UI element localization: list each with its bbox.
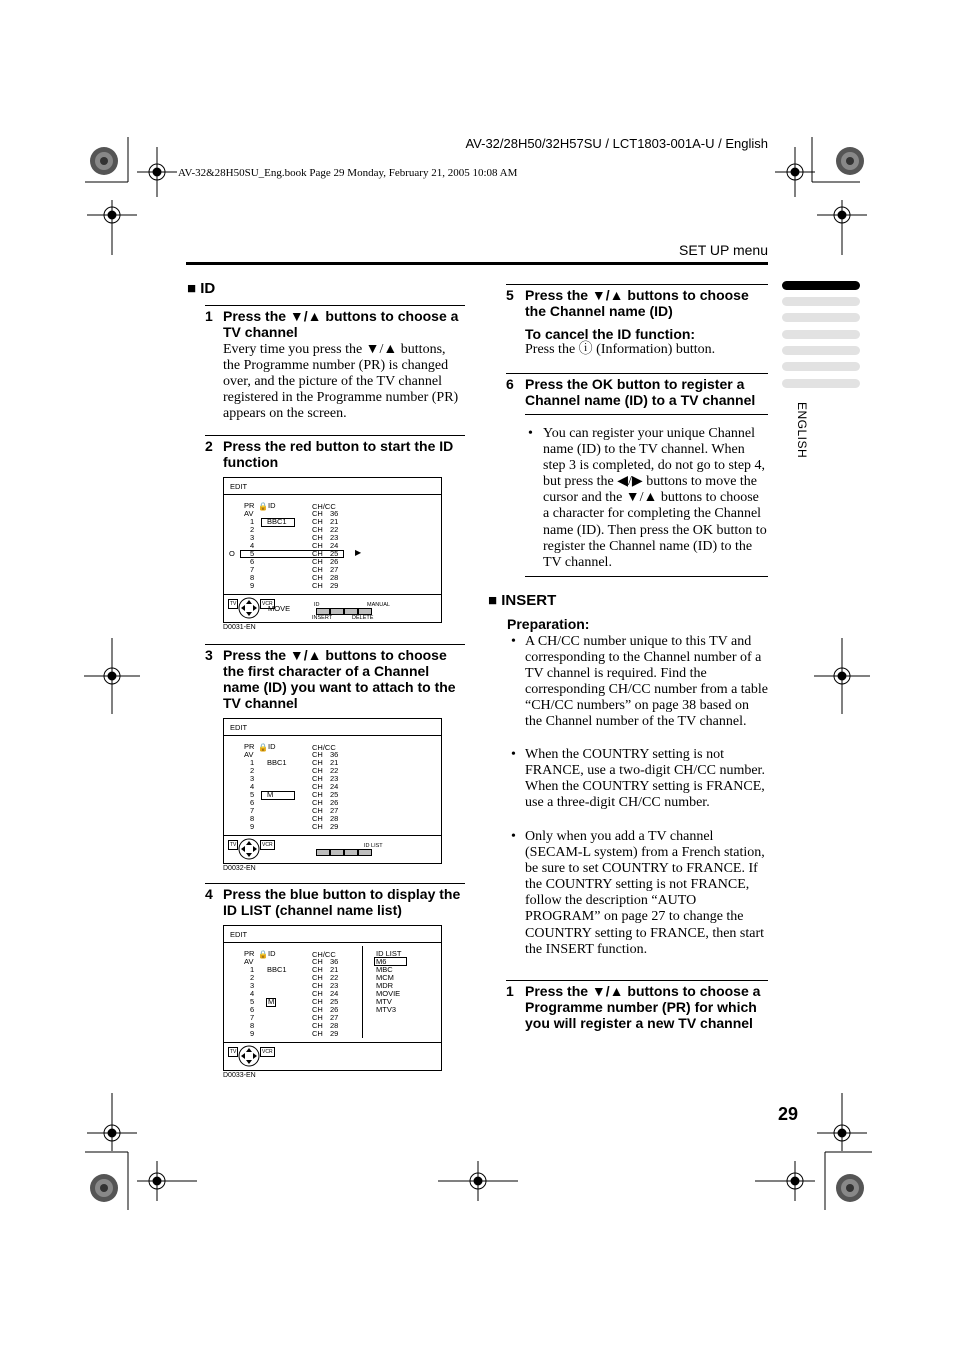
step-title: Press the ▼/▲ buttons to choose a TV channel <box>223 308 459 340</box>
step6-bullet: You can register your unique Channel name (ID) to the TV channel. When step 3 is completed, do not go to step 4, but press the ◀/▶ buttons to move the cursor and the ▼/▲ buttons to choose a character for completing the Channel name (ID). Then press the OK button to register the Channel name (ID) to the TV channel. <box>543 426 767 570</box>
dpad-icon <box>236 1045 262 1067</box>
figure-code: D0033-EN <box>223 1072 256 1079</box>
manual-label: MANUAL <box>367 602 390 608</box>
book-info: AV-32&28H50SU_Eng.book Page 29 Monday, February 21, 2005 10:08 AM <box>178 167 518 179</box>
page-number: 29 <box>777 1104 798 1124</box>
step-title: Press the blue button to display the ID LIST (channel name list) <box>223 886 461 918</box>
green-button <box>330 849 344 856</box>
blue-button <box>358 849 372 856</box>
divider <box>525 576 768 577</box>
green-button <box>330 608 344 615</box>
pr-number-list: 1 2 3 4 5 6 7 8 9 <box>250 517 255 590</box>
cancel-title: To cancel the ID function: <box>525 326 696 342</box>
side-tab <box>782 297 860 306</box>
dpad-icon <box>236 597 262 619</box>
bullet-dot: • <box>511 634 516 649</box>
av-label: AV <box>244 750 254 759</box>
edit-label: EDIT <box>230 723 248 732</box>
yellow-button <box>344 849 358 856</box>
insert-bullet: A CH/CC number unique to this TV and corresponding to the Channel number of a TV channel is required. Find the corresponding CH/CC number from a table “CH/CC numbers” on page 38 based on the Channel number of the TV channel. <box>525 634 769 730</box>
id-list-button-label: ID LIST <box>364 843 383 849</box>
model-line: AV-32/28H50/32H57SU / LCT1803-001A-U / English <box>465 136 768 151</box>
edit-label: EDIT <box>230 482 248 491</box>
chcc-label: CH/CC <box>312 950 336 959</box>
step-number: 5 <box>506 287 514 303</box>
section-title: SET UP menu <box>679 242 768 258</box>
pr-label: PR <box>244 949 255 958</box>
divider <box>506 284 768 285</box>
tv-screen-edit-3 <box>223 925 442 1071</box>
av-label: AV <box>244 957 254 966</box>
side-tab-label: ENGLISH <box>795 402 809 459</box>
insert-bullet: Only when you add a TV channel (SECAM-L system) from a French station, be sure to set COUNTRY to FRANCE. If the COUNTRY setting is not FRANCE, follow the description “AUTO PROGRAM” on page 27 to change the COUNTRY setting to FRANCE, then start the INSERT function. <box>525 829 765 957</box>
step-title: Press the ▼/▲ buttons to choose the Channel name (ID) <box>525 287 749 319</box>
av-label: AV <box>244 509 254 518</box>
side-tab-active <box>782 281 860 290</box>
divider <box>506 980 768 981</box>
cancel-body: Press the ⓘ (Information) button. <box>525 342 716 357</box>
insert-heading: ■ INSERT <box>488 592 557 609</box>
side-tab <box>782 313 860 322</box>
step-title: Press the red button to start the ID function <box>223 438 454 470</box>
pr-number-list: 1 2 3 4 5 6 7 8 9 <box>250 758 255 831</box>
vcr-badge: VCR <box>262 842 273 848</box>
lock-icon: 🔒 <box>258 502 268 511</box>
pr-label: PR <box>244 501 255 510</box>
side-tab <box>782 330 860 339</box>
ch-list: CH CH CH CH CH CH CH CH CH CH <box>312 509 323 590</box>
ch-number-list: 36 21 22 23 24 25 26 27 28 29 <box>330 509 339 590</box>
dpad-icon <box>236 838 262 860</box>
side-tab <box>782 379 860 388</box>
figure-code: D0032-EN <box>223 865 256 872</box>
bullet-dot: • <box>511 829 516 844</box>
id-char: M <box>268 997 275 1006</box>
step-number: 6 <box>506 376 514 392</box>
bullet-dot: • <box>528 426 533 441</box>
step-body: Every time you press the ▼/▲ buttons, the Programme number (PR) is changed over, and the picture of the TV channel registered in the Programme number (PR) appears on the screen. <box>223 342 459 422</box>
step-number: 3 <box>205 647 213 663</box>
right-arrow-icon: ▶ <box>355 548 362 557</box>
figure-code: D0031-EN <box>223 624 256 631</box>
divider <box>205 305 465 306</box>
preparation-title: Preparation: <box>507 616 590 632</box>
tv-badge: TV <box>230 842 237 848</box>
move-label: MOVE <box>268 604 291 613</box>
step-number: 1 <box>205 308 213 324</box>
ch-number-list: 36 21 22 23 24 25 26 27 28 29 <box>330 750 339 831</box>
tv-badge: TV <box>230 1049 237 1055</box>
divider <box>205 883 465 884</box>
side-tab <box>782 346 860 355</box>
bbc1-label: BBC1 <box>267 965 287 974</box>
bbc1-label: BBC1 <box>267 758 287 767</box>
divider <box>525 414 768 415</box>
red-button <box>316 849 330 856</box>
pr-number-list: 1 2 3 4 5 6 7 8 9 <box>250 965 255 1038</box>
id-list: M6 MBC MCM MDR MOVIE MTV MTV3 <box>376 957 401 1014</box>
top-rule <box>186 262 768 265</box>
ch-number-list: 36 21 22 23 24 25 26 27 28 29 <box>330 957 339 1038</box>
id-button-label: ID <box>314 602 320 608</box>
divider <box>506 373 768 374</box>
step-title: Press the OK button to register a Channel name (ID) to a TV channel <box>525 376 756 408</box>
chcc-label: CH/CC <box>312 743 336 752</box>
id-list-title: ID LIST <box>376 949 402 958</box>
step-number: 1 <box>506 983 514 999</box>
lock-icon: 🔒 <box>258 743 268 752</box>
id-heading: ■ ID <box>187 280 216 297</box>
tv-screen-edit-2 <box>223 718 442 864</box>
edit-label: EDIT <box>230 930 248 939</box>
lock-icon: 🔒 <box>258 950 268 959</box>
side-tab <box>782 362 860 371</box>
row-marker: O <box>229 549 235 558</box>
step-title: Press the ▼/▲ buttons to choose a Programme number (PR) for which you will register a new TV channel <box>525 983 761 1031</box>
bbc1-label: BBC1 <box>267 517 287 526</box>
pr-label: PR <box>244 742 255 751</box>
insert-bullet: When the COUNTRY setting is not FRANCE, use a two-digit CH/CC number. When the COUNTRY setting is FRANCE, use a three-digit CH/CC number. <box>525 747 765 811</box>
step-title: Press the ▼/▲ buttons to choose the first character of a Channel name (ID) you want to attach to the TV channel <box>223 647 456 711</box>
ch-list: CH CH CH CH CH CH CH CH CH CH <box>312 957 323 1038</box>
id-label: ID <box>268 742 276 751</box>
step-number: 2 <box>205 438 213 454</box>
id-label: ID <box>268 949 276 958</box>
vcr-badge: VCR <box>262 1049 273 1055</box>
step-number: 4 <box>205 886 213 902</box>
divider <box>205 435 465 436</box>
delete-label: DELETE <box>352 615 374 621</box>
vcr-badge: VCR <box>262 601 273 607</box>
divider <box>205 644 465 645</box>
tv-badge: TV <box>230 601 237 607</box>
insert-label: INSERT <box>312 615 333 621</box>
bullet-dot: • <box>511 747 516 762</box>
id-char: M <box>267 790 274 799</box>
ch-list: CH CH CH CH CH CH CH CH CH CH <box>312 750 323 831</box>
chcc-label: CH/CC <box>312 502 336 511</box>
tv-screen-edit-1 <box>223 477 442 623</box>
id-label: ID <box>268 501 276 510</box>
